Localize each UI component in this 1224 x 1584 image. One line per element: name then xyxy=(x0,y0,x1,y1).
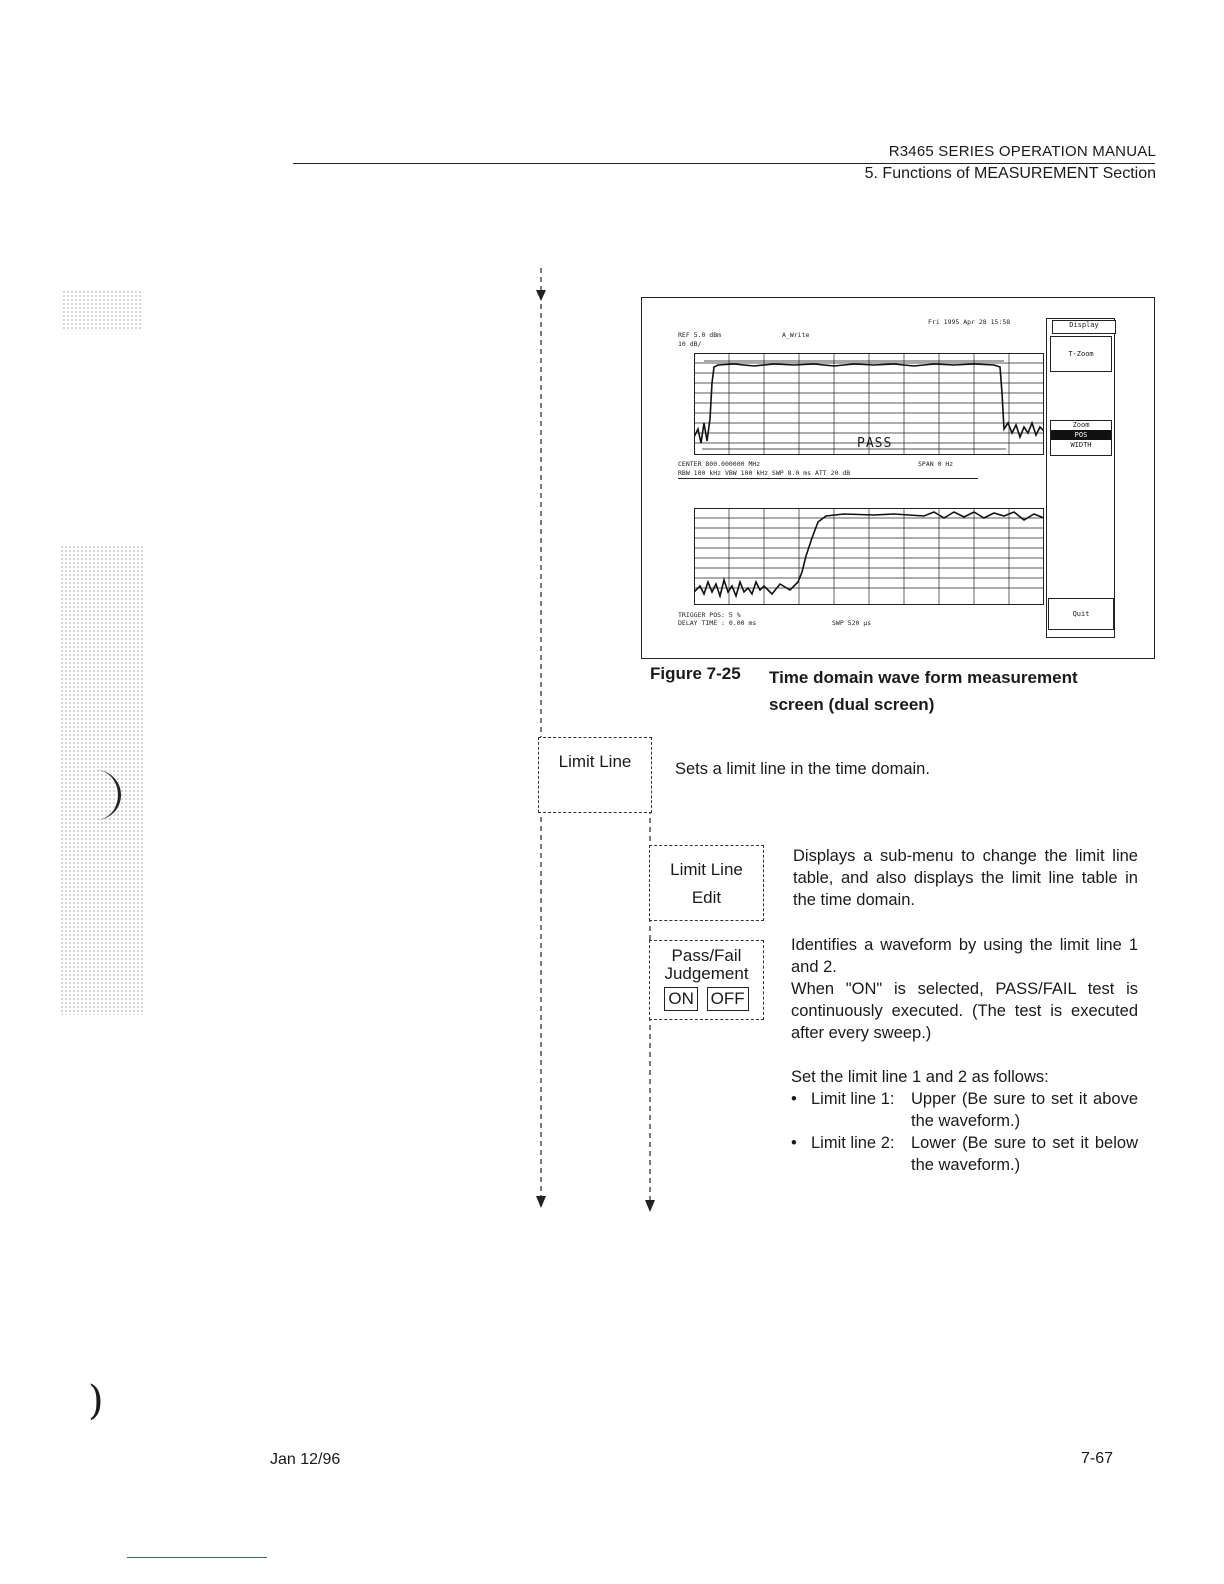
screen-ref-level: REF 5.0 dBm xyxy=(678,331,722,339)
pass-fail-description-3: Set the limit line 1 and 2 as follows: xyxy=(791,1068,1049,1086)
footer-page-number: 7-67 xyxy=(1081,1450,1114,1467)
analyzer-screen xyxy=(641,297,1155,659)
manual-title: R3465 SERIES OPERATION MANUAL xyxy=(888,143,1156,160)
softkey-pos-label: POS xyxy=(1051,430,1111,440)
off-toggle[interactable]: OFF xyxy=(707,987,749,1011)
pass-fail-label-1: Pass/Fail xyxy=(671,946,742,965)
bullet-2-text: Lower (Be sure to set it below the waveform.) xyxy=(911,1134,1138,1174)
limit-line-key-label: Limit Line xyxy=(558,752,632,771)
screen-bandwidth-line: RBW 100 kHz VBW 100 kHz SWP 8.0 ms ATT 20 dB xyxy=(678,469,851,477)
section-title: 5. Functions of MEASUREMENT Section xyxy=(864,165,1156,182)
bullet-1-label: Limit line 1: xyxy=(811,1090,895,1108)
figure-number: Figure 7-25 xyxy=(650,664,741,683)
bracket-mark: ) xyxy=(88,1378,104,1424)
limit-line-edit-label-1: Limit Line xyxy=(670,860,743,879)
softkey-width-label: WIDTH xyxy=(1070,441,1092,449)
on-off-toggle-group xyxy=(650,987,763,1011)
screen-trigger-pos: TRIGGER POS: 5 % xyxy=(678,611,741,619)
bullet-dot: • xyxy=(791,1134,797,1152)
on-toggle[interactable]: ON xyxy=(664,987,698,1011)
softkey-quit[interactable]: Quit xyxy=(1048,598,1114,630)
softkey-zoom-label: Zoom xyxy=(1072,421,1090,429)
pass-fail-description-2: When "ON" is selected, PASS/FAIL test is continuously executed. (The test is executed after every sweep.) xyxy=(791,980,1138,1042)
limit-line-edit-label-2: Edit xyxy=(691,888,722,907)
screen-delay-time: DELAY TIME : 0.00 ms xyxy=(678,619,757,627)
softkey-zoom[interactable] xyxy=(1050,420,1112,456)
pass-indicator: PASS xyxy=(857,436,893,451)
screen-center-freq: CENTER 800.000000 MHz xyxy=(678,460,761,468)
screen-datetime: Fri 1995 Apr 28 15:58 xyxy=(928,318,1011,326)
softkey-t-zoom[interactable]: T-Zoom xyxy=(1050,336,1112,372)
screen-span: SPAN 0 Hz xyxy=(918,460,954,468)
bullet-1-text: Upper (Be sure to set it above the waveform.) xyxy=(911,1090,1138,1130)
bullet-2-label: Limit line 2: xyxy=(811,1134,895,1152)
footer-date: Jan 12/96 xyxy=(270,1451,341,1468)
limit-line-edit-description: Displays a sub-menu to change the limit line table, and also displays the limit line table in the time domain. xyxy=(793,847,1138,909)
upper-status-rule xyxy=(678,478,978,479)
softkey-display[interactable]: Display xyxy=(1052,320,1116,334)
pass-fail-label-2: Judgement xyxy=(664,964,749,983)
screen-scale: 10 dB/ xyxy=(678,340,702,348)
lower-trace-graph xyxy=(694,508,1044,605)
pass-fail-judgement-key[interactable] xyxy=(649,940,764,1020)
footer-blue-rule xyxy=(127,1557,267,1558)
limit-line-key[interactable] xyxy=(538,737,652,813)
screen-sweep-time: SWP 520 µs xyxy=(832,619,872,627)
figure-caption xyxy=(769,664,1129,718)
figure-caption-line1: Time domain wave form measurement xyxy=(769,668,1078,687)
limit-line-description: Sets a limit line in the time domain. xyxy=(675,760,930,778)
bullet-dot: • xyxy=(791,1090,797,1108)
pass-fail-description-1: Identifies a waveform by using the limit line 1 and 2. xyxy=(791,936,1138,976)
screen-trace-mode: A_Write xyxy=(782,331,810,339)
figure-caption-line2: screen (dual screen) xyxy=(769,695,935,714)
limit-line-edit-key[interactable] xyxy=(649,845,764,921)
